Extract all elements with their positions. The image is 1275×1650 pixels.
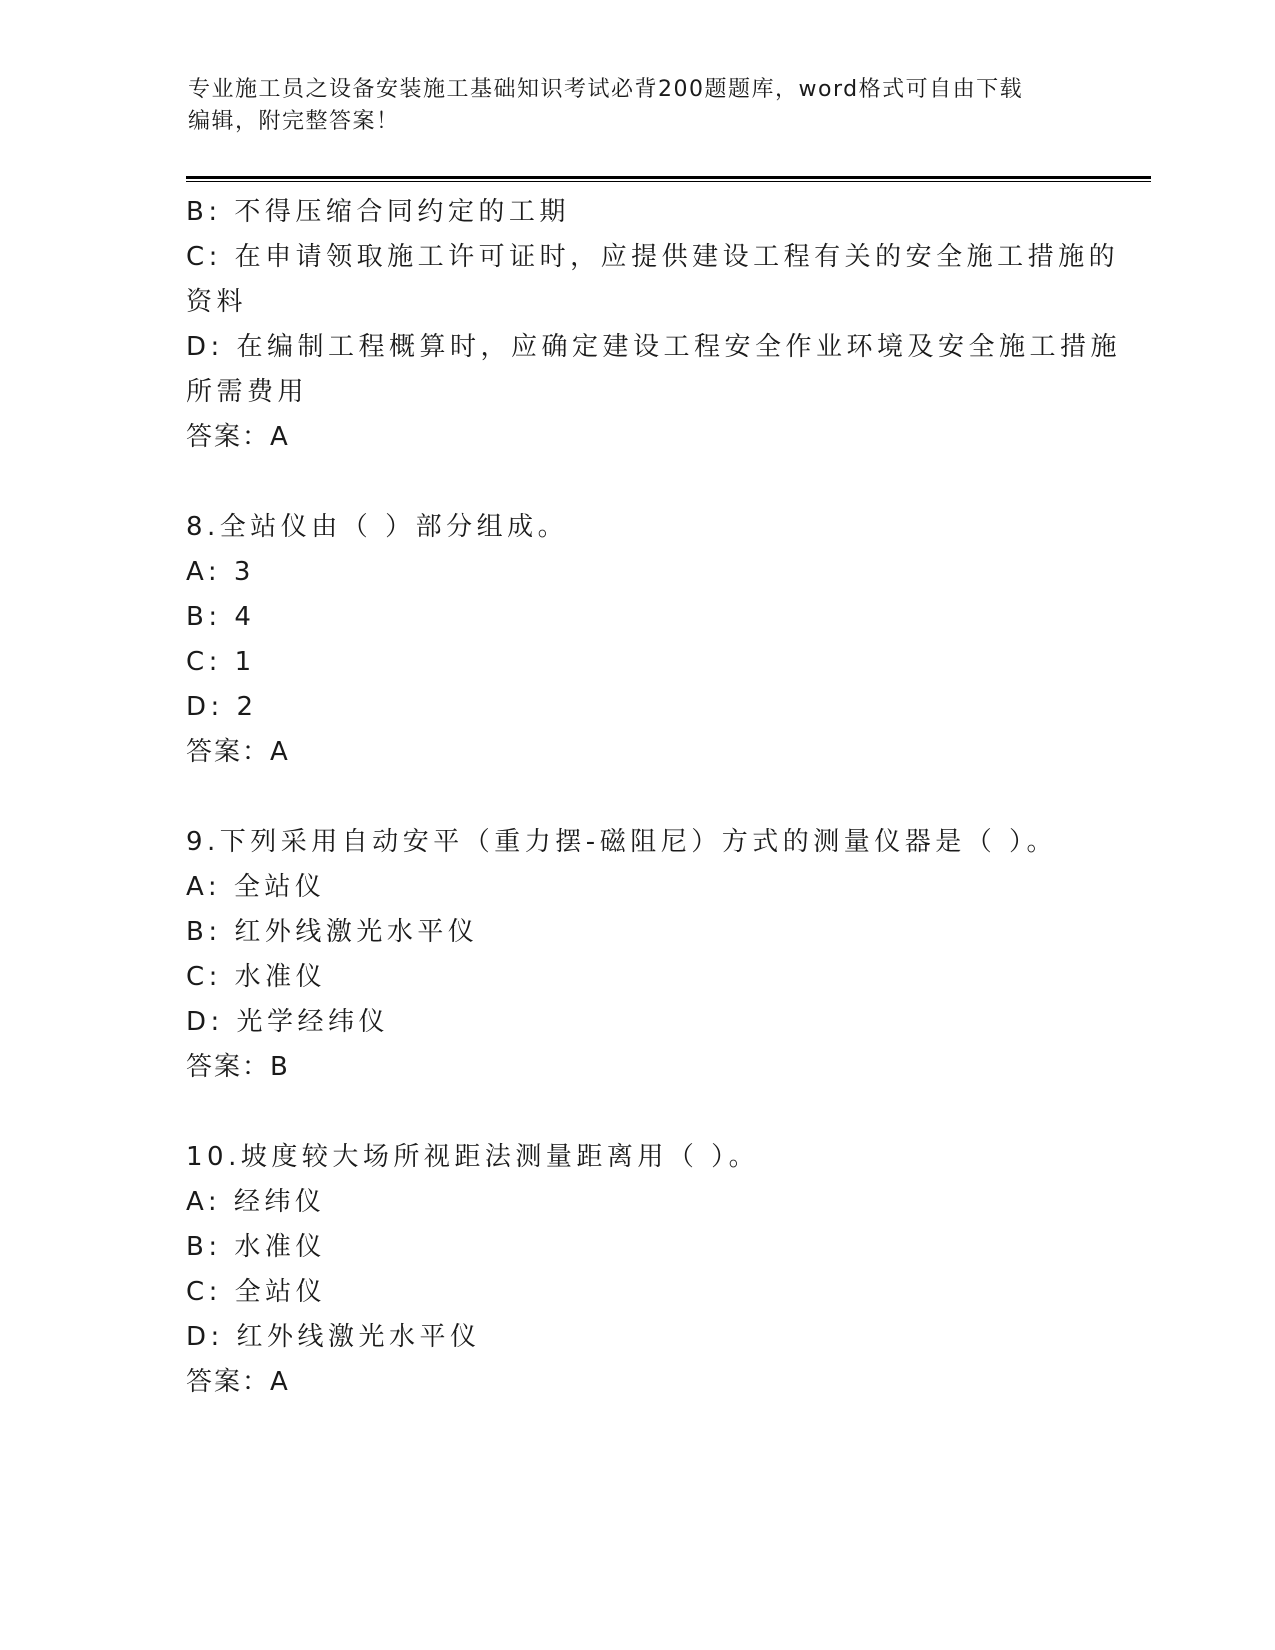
question-stem: 10.坡度较大场所视距法测量距离用（ ）。: [186, 1142, 760, 1172]
question-spacer: [186, 460, 1086, 505]
option-c-line-2: 资料: [186, 287, 248, 317]
question-stem: 8.全站仪由（ ）部分组成。: [186, 512, 569, 542]
option-c-line-1: C: 在申请领取施工许可证时，应提供建设工程有关的安全施工措施的: [186, 242, 1120, 272]
question-10: [186, 1135, 1086, 1405]
answer-line: 答案：A: [186, 422, 290, 452]
question-7-tail: [186, 190, 1122, 460]
option-b: B: 不得压缩合同约定的工期: [186, 197, 570, 227]
question-content: [186, 190, 1122, 1405]
option-b: B: 4: [186, 602, 256, 632]
option-a: A: 经纬仪: [186, 1187, 326, 1217]
option-c: C: 1: [186, 647, 256, 677]
option-c: C: 全站仪: [186, 1277, 327, 1307]
option-b: B: 水准仪: [186, 1232, 326, 1262]
header-rule-thick: [186, 176, 1151, 179]
answer-line: 答案：A: [186, 737, 290, 767]
question-9: [186, 820, 1086, 1090]
question-stem: 9.下列采用自动安平（重力摆-磁阻尼）方式的测量仪器是（ ）。: [186, 827, 1057, 857]
question-8: [186, 505, 1086, 775]
header-title-line-1: 专业施工员之设备安装施工基础知识考试必背200题题库，word格式可自由下载: [188, 77, 1024, 102]
option-c: C: 水准仪: [186, 962, 327, 992]
option-a: A: 3: [186, 557, 255, 587]
answer-line: 答案：A: [186, 1367, 290, 1397]
option-d: D: 2: [186, 692, 258, 722]
question-spacer: [186, 1090, 1086, 1135]
document-header: [188, 74, 1068, 138]
option-d: D: 光学经纬仪: [186, 1007, 390, 1037]
option-d-line-1: D: 在编制工程概算时，应确定建设工程安全作业环境及安全施工措施: [186, 332, 1122, 362]
answer-line: 答案：B: [186, 1052, 290, 1082]
option-d-line-2: 所需费用: [186, 377, 309, 407]
option-d: D: 红外线激光水平仪: [186, 1322, 481, 1352]
option-b: B: 红外线激光水平仪: [186, 917, 479, 947]
question-spacer: [186, 775, 1086, 820]
option-a: A: 全站仪: [186, 872, 326, 902]
header-rule-thin: [186, 181, 1151, 182]
header-title-line-2: 编辑，附完整答案！: [188, 109, 400, 134]
